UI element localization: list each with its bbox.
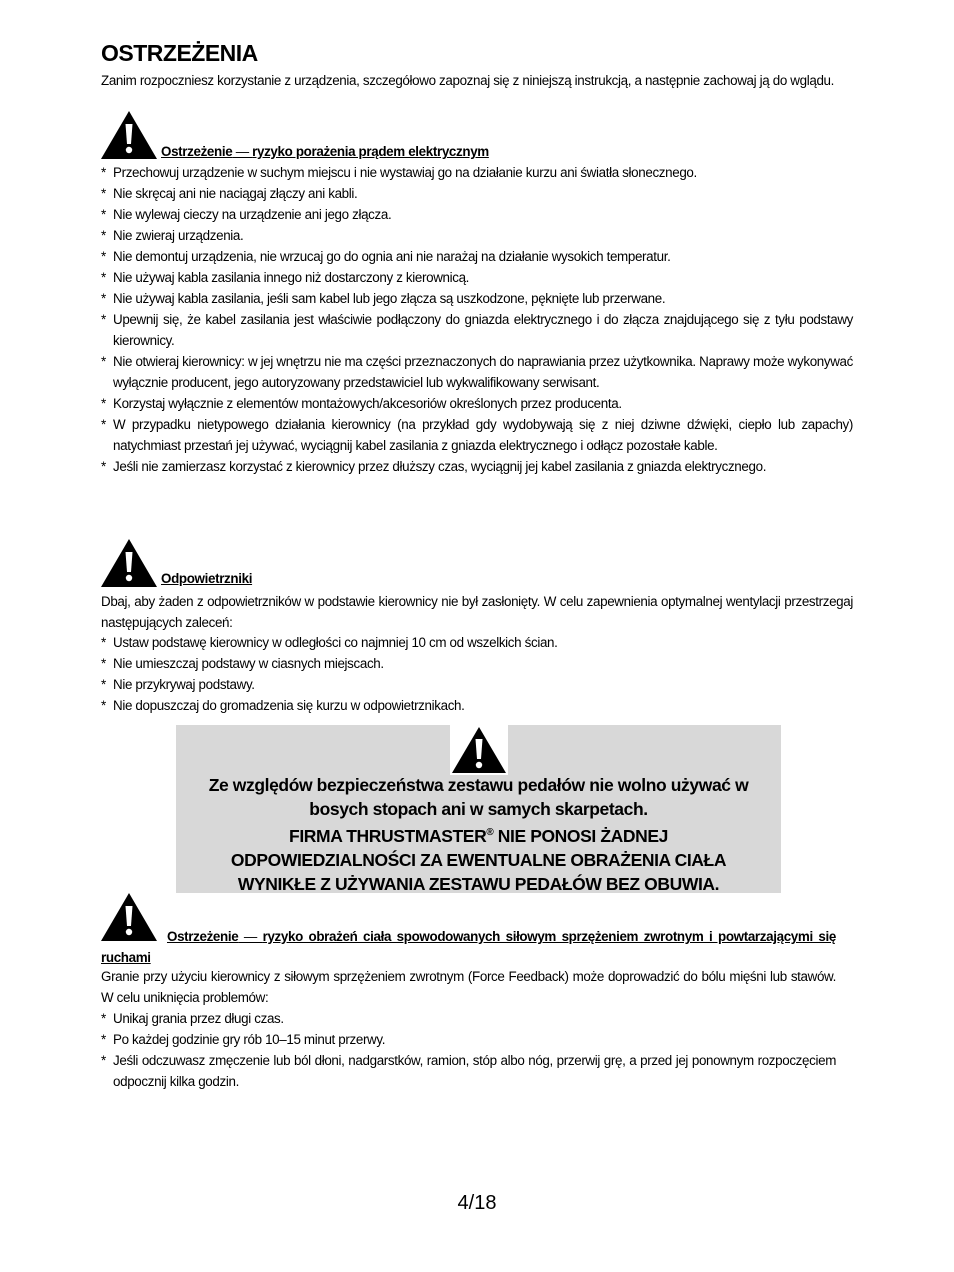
list-item: * Nie umieszczaj podstawy w ciasnych miejscach. [101, 653, 853, 674]
title-dash: — [232, 144, 253, 159]
list-item: * Nie przykrywaj podstawy. [101, 674, 853, 695]
list-item: * Jeśli nie zamierzasz korzystać z kierownicy przez dłuższy czas, wyciągnij jej kabel zasilania z gniazda elektrycznego. [101, 456, 853, 477]
list-item: * Jeśli odczuwasz zmęczenie lub ból dłoni, nadgarstków, ramion, stóp albo nóg, przerwij grę, a przed jej ponownym rozpoczęciem odpocznij kilka godzin. [101, 1050, 836, 1092]
section-vents-title: Odpowietrzniki [161, 571, 253, 586]
warning-triangle-icon [450, 725, 508, 775]
list-item: * Upewnij się, że kabel zasilania jest właściwie podłączony do gniazda elektrycznego i do złącza znajdującego się z tyłu podstawy kierownicy. [101, 309, 853, 351]
list-item: * Nie używaj kabla zasilania, jeśli sam kabel lub jego złącza są uszkodzone, pęknięte lub przerwane. [101, 288, 853, 309]
force-feedback-intro: Granie przy użyciu kierownicy z siłowym sprzężeniem zwrotnym (Force Feedback) może doprowadzić do bólu mięśni lub stawów. W celu uniknięcia problemów: [101, 969, 836, 1005]
section-electric-shock-title [161, 144, 489, 159]
notice-line-1: Ze względów bezpieczeństwa zestawu pedałów nie wolno używać w bosych stopach ani w samych skarpetach. [208, 775, 749, 819]
warning-triangle-icon [100, 110, 158, 160]
notice-text [176, 773, 781, 896]
title-topic: ryzyko obrażeń ciała spowodowanych siłowym sprzężeniem zwrotnym i powtarzającymi się ruchami [101, 929, 836, 965]
list-item: * Nie otwieraj kierownicy: w jej wnętrzu nie ma części przeznaczonych do naprawiania przez użytkownika. Naprawy może wykonywać wyłącznie producent, jego autoryzowany przedstawiciel lub wykwalifikowany serwisant. [101, 351, 853, 393]
list-item: * Nie wylewaj cieczy na urządzenie ani jego złącza. [101, 204, 853, 225]
registered-mark: ® [486, 827, 494, 838]
list-item: * Unikaj grania przez długi czas. [101, 1008, 836, 1029]
list-item: * Nie zwieraj urządzenia. [101, 225, 853, 246]
list-item: * W przypadku nietypowego działania kierownicy (na przykład gdy wydobywają się z niej dziwne dźwięki, ciepło lub zapachy) natychmiast przestań jej używać, wyciągnij kabel zasilania z gniazda elektrycznego i odłącz pozostałe kable. [101, 414, 853, 456]
list-item: * Nie demontuj urządzenia, nie wrzucaj go do ognia ani nie narażaj na działanie wysokich temperatur. [101, 246, 853, 267]
title-label: Ostrzeżenie [167, 929, 239, 944]
title-label: Ostrzeżenie [161, 144, 233, 159]
list-item: * Nie skręcaj ani nie naciągaj złączy ani kabli. [101, 183, 853, 204]
list-item: * Nie używaj kabla zasilania innego niż dostarczony z kierownicą. [101, 267, 853, 288]
list-item: * Ustaw podstawę kierownicy w odległości co najmniej 10 cm od wszelkich ścian. [101, 632, 853, 653]
intro-paragraph: Zanim rozpoczniesz korzystanie z urządzenia, szczegółowo zapoznaj się z niniejszą instrukcją, a następnie zachowaj ją do wglądu. [101, 73, 835, 88]
vents-intro: Dbaj, aby żaden z odpowietrzników w podstawie kierownicy nie był zasłonięty. W celu zapewnienia optymalnej wentylacji przestrzegaj następujących zaleceń: [101, 594, 853, 630]
electric-shock-list [101, 162, 853, 477]
list-item: * Po każdej godzinie gry rób 10–15 minut przerwy. [101, 1029, 836, 1050]
page-number: 4/18 [457, 1192, 497, 1214]
list-item: * Korzystaj wyłącznie z elementów montażowych/akcesoriów określonych przez producenta. [101, 393, 853, 414]
title-topic: ryzyko porażenia prądem elektrycznym [252, 144, 489, 159]
section-force-feedback-title [101, 926, 836, 968]
notice-disclaimer: NIE PONOSI ŻADNEJ ODPOWIEDZIALNOŚCI ZA EWENTUALNE OBRAŻENIA CIAŁA WYNIKŁE Z UŻYWANIA ZESTAWU PEDAŁÓW BEZ OBUWIA. [230, 825, 727, 894]
list-item: * Nie dopuszczaj do gromadzenia się kurzu w odpowietrznikach. [101, 695, 853, 716]
pedal-safety-notice [176, 725, 781, 893]
title-dash: — [238, 929, 263, 944]
notice-line-2 [176, 821, 781, 896]
vents-list [101, 632, 853, 716]
warning-triangle-icon [100, 538, 158, 588]
notice-company: FIRMA THRUSTMASTER [289, 825, 487, 846]
force-feedback-list [101, 1008, 836, 1092]
list-item: * Przechowuj urządzenie w suchym miejscu i nie wystawiaj go na działanie kurzu ani światła słonecznego. [101, 162, 853, 183]
page-heading: OSTRZEŻENIA [101, 40, 258, 66]
